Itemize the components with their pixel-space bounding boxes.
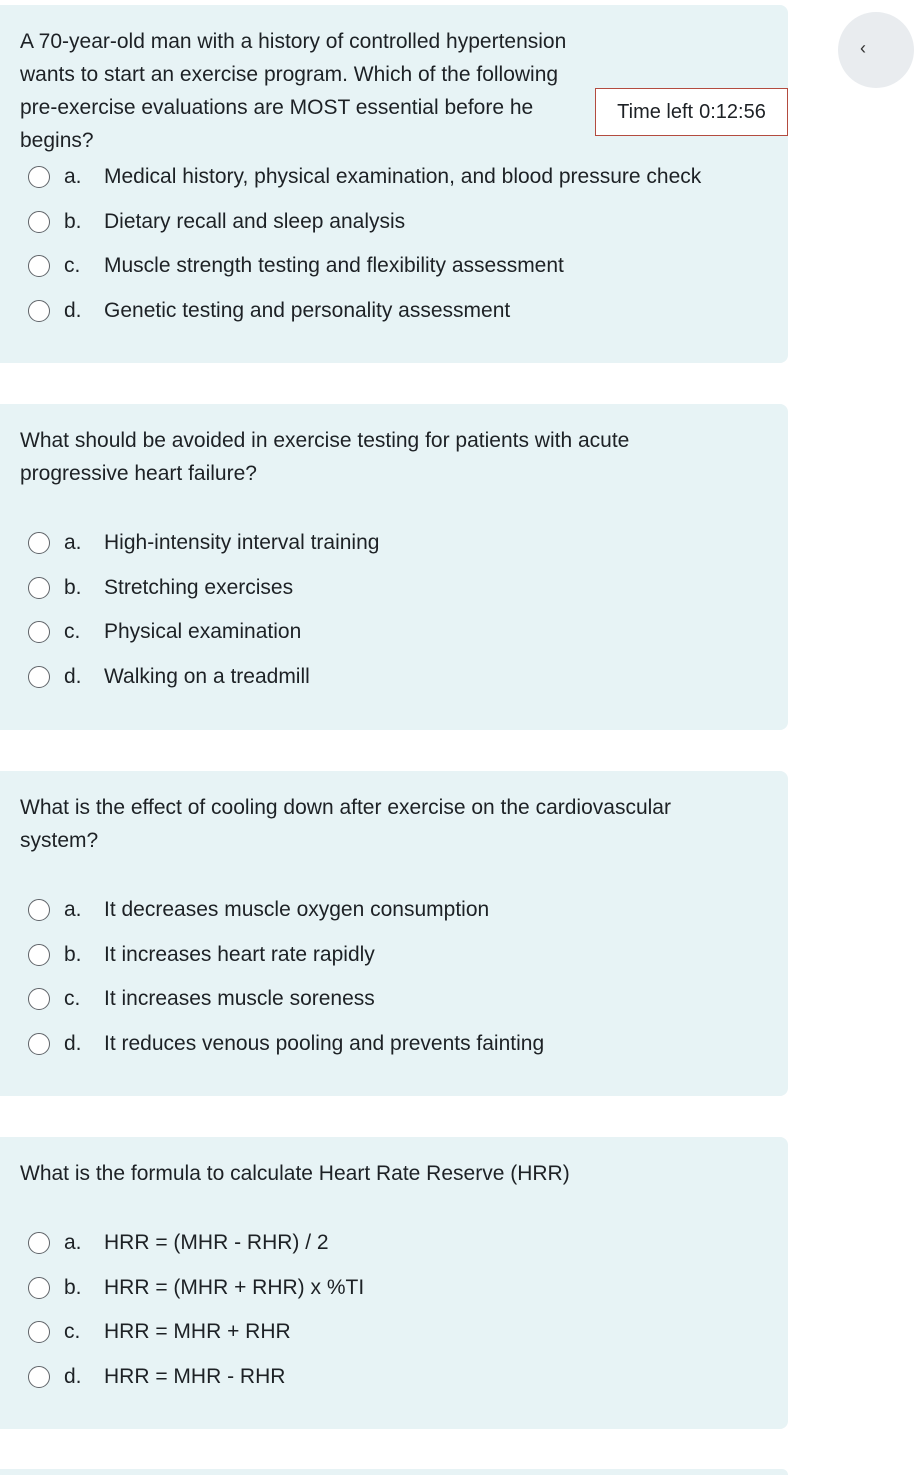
chevron-icon: ‹ [860, 38, 866, 58]
question-1-option-d[interactable]: d. Genetic testing and personality assessment [28, 289, 701, 334]
question-4-option-b[interactable]: b. HRR = (MHR + RHR) x %TI [28, 1266, 364, 1311]
question-3-option-a[interactable]: a. It decreases muscle oxygen consumption [28, 888, 544, 933]
question-4-option-d[interactable]: d. HRR = MHR - RHR [28, 1355, 364, 1400]
radio-button[interactable] [28, 1321, 50, 1343]
option-label: Dietary recall and sleep analysis [104, 209, 406, 233]
option-label: HRR = (MHR + RHR) x %TI [104, 1275, 365, 1299]
question-1-options [28, 155, 701, 333]
question-1 [0, 5, 788, 363]
question-2-option-a[interactable]: a. High-intensity interval training [28, 521, 379, 566]
question-3-option-c[interactable]: c. It increases muscle soreness [28, 977, 544, 1022]
question-1-option-b[interactable]: b. Dietary recall and sleep analysis [28, 200, 701, 245]
question-2-option-b[interactable]: b. Stretching exercises [28, 566, 379, 611]
radio-button[interactable] [28, 1033, 50, 1055]
radio-button[interactable] [28, 300, 50, 322]
option-label: Genetic testing and personality assessment [104, 298, 511, 322]
option-label: It reduces venous pooling and prevents fainting [104, 1031, 545, 1055]
option-label: Physical examination [104, 620, 302, 644]
option-label: Stretching exercises [104, 575, 294, 599]
radio-button[interactable] [28, 1277, 50, 1299]
option-label: HRR = (MHR - RHR) / 2 [104, 1231, 329, 1255]
question-3 [0, 771, 788, 1096]
option-label: HRR = MHR + RHR [104, 1320, 291, 1344]
question-1-text: A 70-year-old man with a history of controlled hypertension wants to start an exercise program. Which of the following pre-exercise evaluations are MOST essential before he begins? [20, 30, 567, 152]
question-2 [0, 404, 788, 730]
option-label: It decreases muscle oxygen consumption [104, 898, 490, 922]
question-1-option-a[interactable]: a. Medical history, physical examination, and blood pressure check [28, 155, 701, 200]
radio-button[interactable] [28, 532, 50, 554]
option-label: HRR = MHR - RHR [104, 1364, 286, 1388]
radio-button[interactable] [28, 166, 50, 188]
radio-button[interactable] [28, 211, 50, 233]
timer-label: Time left [617, 100, 694, 123]
side-nav-button[interactable] [838, 12, 914, 88]
question-3-text: What is the effect of cooling down after exercise on the cardiovascular system? [20, 796, 671, 852]
radio-button[interactable] [28, 944, 50, 966]
question-3-option-b[interactable]: b. It increases heart rate rapidly [28, 933, 544, 978]
option-label: Walking on a treadmill [104, 664, 310, 688]
time-left-timer [595, 88, 788, 136]
radio-button[interactable] [28, 577, 50, 599]
question-4-option-c[interactable]: c. HRR = MHR + RHR [28, 1310, 364, 1355]
radio-button[interactable] [28, 899, 50, 921]
question-2-text: What should be avoided in exercise testing for patients with acute progressive heart failure? [20, 429, 630, 485]
question-4-text: What is the formula to calculate Heart Rate Reserve (HRR) [20, 1162, 570, 1185]
question-2-option-d[interactable]: d. Walking on a treadmill [28, 655, 379, 700]
question-4-option-a[interactable]: a. HRR = (MHR - RHR) / 2 [28, 1221, 364, 1266]
question-4 [0, 1137, 788, 1429]
radio-button[interactable] [28, 621, 50, 643]
question-4-options [28, 1221, 364, 1399]
question-3-options [28, 888, 544, 1066]
option-label: It increases heart rate rapidly [104, 942, 375, 966]
radio-button[interactable] [28, 666, 50, 688]
question-2-options [28, 521, 379, 699]
option-label: High-intensity interval training [104, 531, 380, 555]
option-label: Muscle strength testing and flexibility assessment [104, 254, 564, 278]
next-question-edge [0, 1469, 788, 1475]
radio-button[interactable] [28, 255, 50, 277]
timer-value: 0:12:56 [699, 100, 766, 123]
option-label: It increases muscle soreness [104, 987, 375, 1011]
radio-button[interactable] [28, 1366, 50, 1388]
radio-button[interactable] [28, 988, 50, 1010]
question-3-option-d[interactable]: d. It reduces venous pooling and prevents fainting [28, 1022, 544, 1067]
question-1-option-c[interactable]: c. Muscle strength testing and flexibility assessment [28, 244, 701, 289]
question-2-option-c[interactable]: c. Physical examination [28, 610, 379, 655]
radio-button[interactable] [28, 1232, 50, 1254]
option-label: Medical history, physical examination, and blood pressure check [104, 165, 702, 189]
